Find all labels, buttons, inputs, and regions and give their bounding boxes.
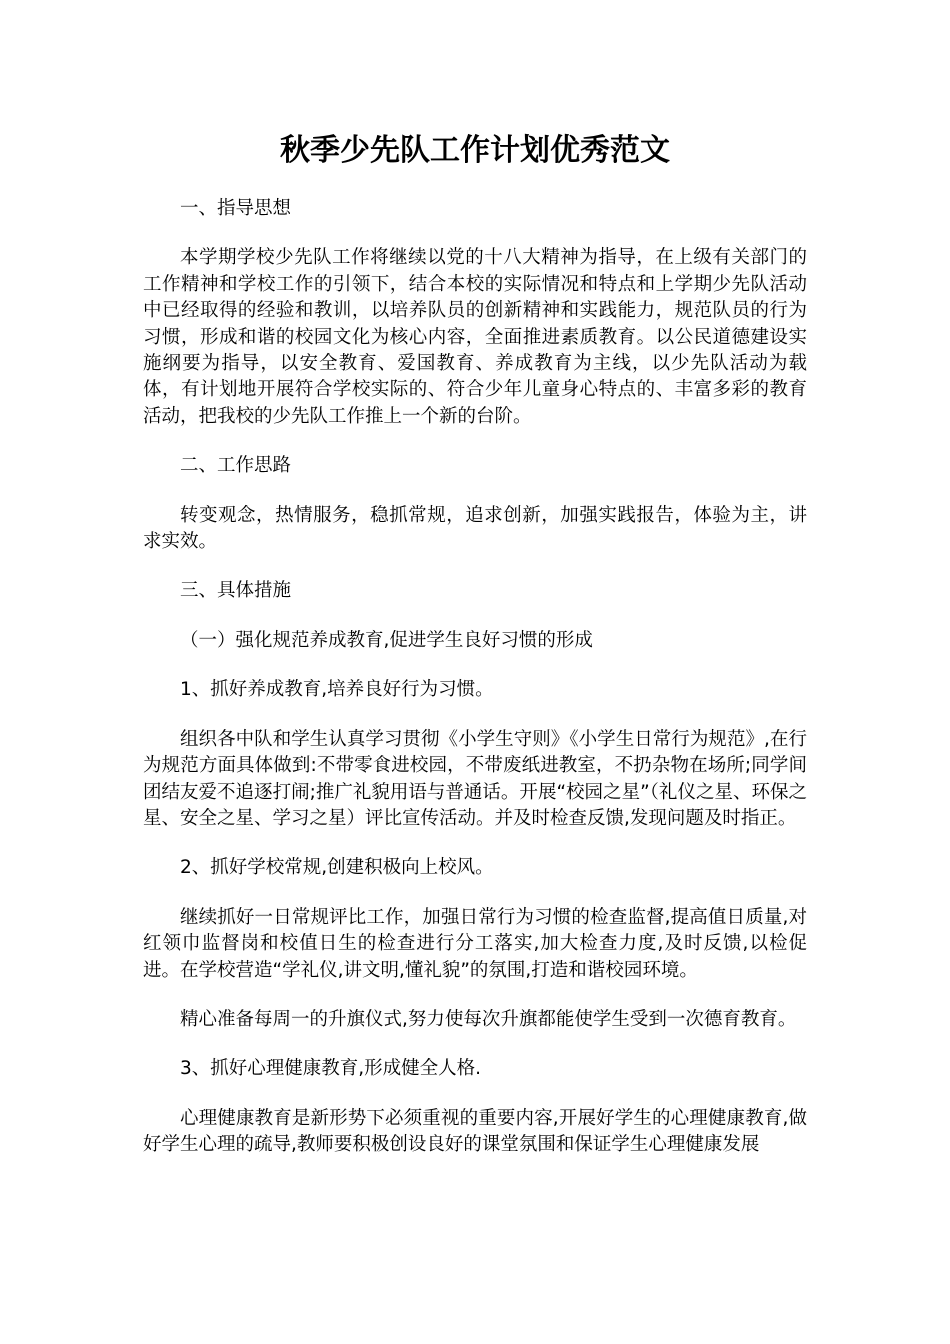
item-heading-2: 2、抓好学校常规,创建积极向上校风。 bbox=[180, 857, 494, 879]
item-heading-1: 1、抓好养成教育,培养良好行为习惯。 bbox=[180, 679, 494, 701]
section-heading-measures: 三、具体措施 bbox=[180, 580, 292, 602]
paragraph-item-1: 组织各中队和学生认真学习贯彻《小学生守则》《小学生日常行为规范》,在行为规范方面具体做到:不带零食进校园，不带废纸进教室，不扔杂物在场所;同学间团结友爱不追逐打闹;推广礼貌用语与普通话。开展“校园之星”（礼仪之星、环保之星、安全之星、学习之星）评比宣传活动。并及时检查反馈,发现问题及时指正。 bbox=[143, 728, 807, 829]
document-title: 秋季少先队工作计划优秀范文 bbox=[280, 133, 670, 168]
paragraph-item-2a: 继续抓好一日常规评比工作，加强日常行为习惯的检查监督,提高值日质量,对红领巾监督岗和校值日生的检查进行分工落实,加大检查力度,及时反馈,以检促进。在学校营造“学礼仪,讲文明,懂礼貌”的氛围,打造和谐校园环境。 bbox=[143, 906, 807, 981]
subsection-heading-1: （一）强化规范养成教育,促进学生良好习惯的形成 bbox=[180, 629, 593, 651]
paragraph-guiding-thought: 本学期学校少先队工作将继续以党的十八大精神为指导，在上级有关部门的工作精神和学校工作的引领下，结合本校的实际情况和特点和上学期少先队活动中已经取得的经验和教训，以培养队员的创新精神和实践能力，规范队员的行为习惯，形成和谐的校园文化为核心内容，全面推进素质教育。以公民道德建设实施纲要为指导，以安全教育、爱国教育、养成教育为主线，以少先队活动为载体，有计划地开展符合学校实际的、符合少年儿童身心特点的、丰富多彩的教育活动，把我校的少先队工作推上一个新的台阶。 bbox=[143, 247, 807, 427]
paragraph-item-2b: 精心准备每周一的升旗仪式,努力使每次升旗都能使学生受到一次德育教育。 bbox=[180, 1008, 797, 1030]
paragraph-work-approach: 转变观念，热情服务，稳抓常规，追求创新，加强实践报告，体验为主，讲求实效。 bbox=[143, 504, 807, 553]
document-body bbox=[143, 196, 807, 1159]
section-heading-work-approach: 二、工作思路 bbox=[180, 455, 292, 477]
paragraph-item-3: 心理健康教育是新形势下必须重视的重要内容,开展好学生的心理健康教育,做好学生心理的疏导,教师要积极创设良好的课堂氛围和保证学生心理健康发展 bbox=[143, 1107, 807, 1156]
item-heading-3: 3、抓好心理健康教育,形成健全人格. bbox=[180, 1058, 482, 1080]
section-heading-guiding-thought: 一、指导思想 bbox=[180, 198, 292, 219]
